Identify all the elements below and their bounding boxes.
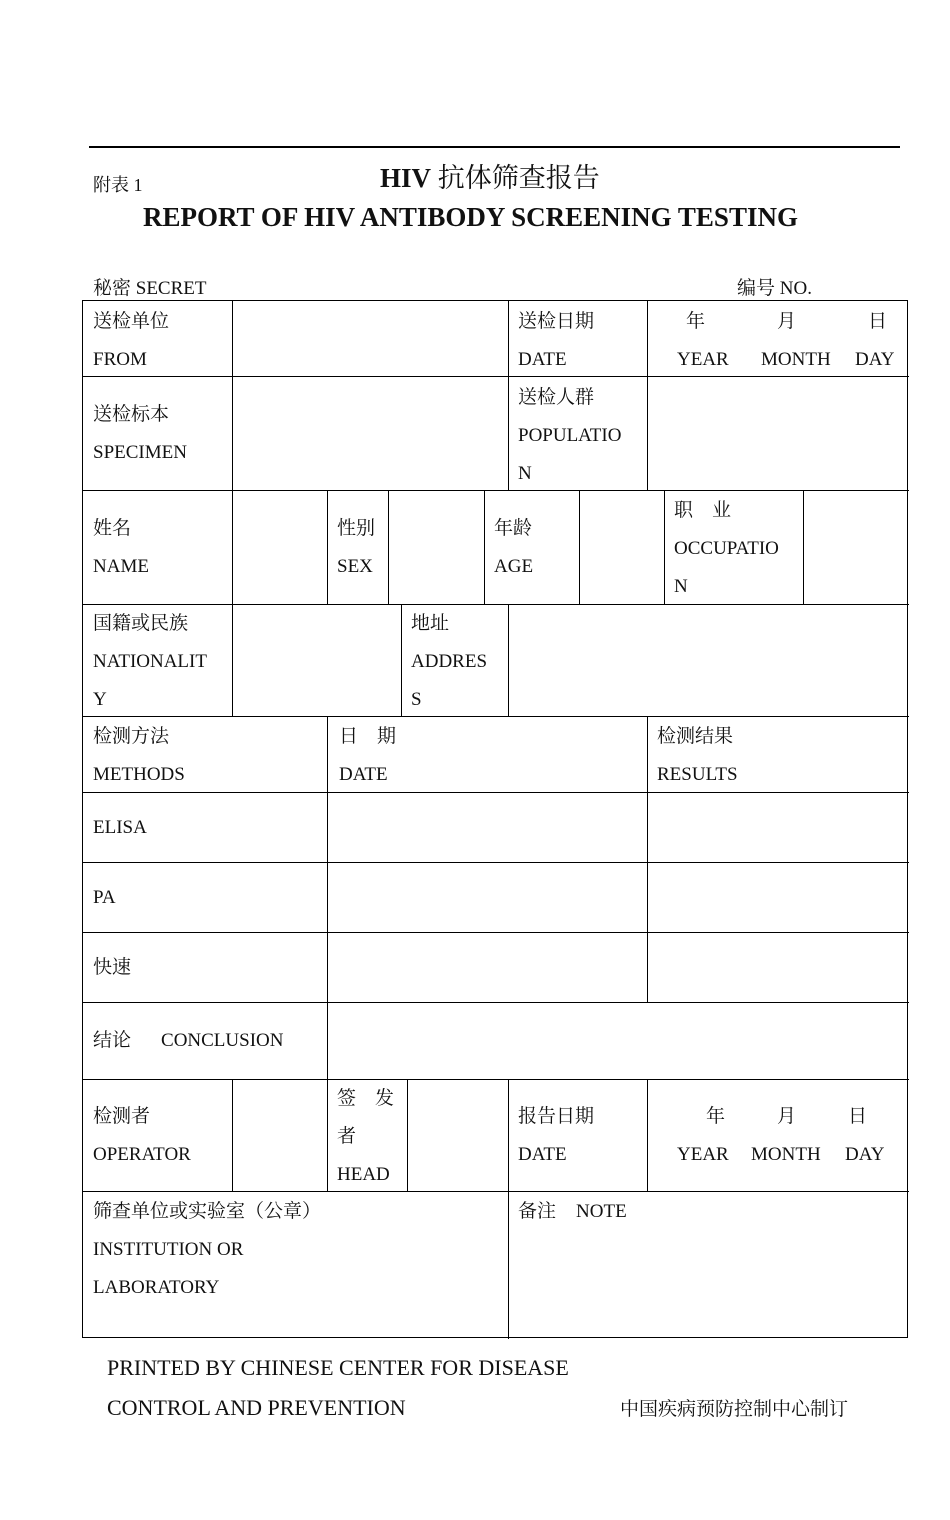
specimen-label: 送检标本 SPECIMEN [93, 404, 187, 463]
send-year-cn: 年 [686, 311, 706, 332]
name-label: 姓名 NAME [93, 518, 149, 577]
report-date-label: 报告日期 DATE [518, 1106, 595, 1165]
send-day-cn: 日 [868, 311, 888, 332]
number-label: 编号 NO. [737, 278, 812, 299]
top-rule [89, 146, 900, 148]
date-label: 日 期 DATE [339, 726, 397, 785]
report-month-cn: 月 [777, 1106, 797, 1127]
col-divider [401, 604, 402, 716]
footer-english: PRINTED BY CHINESE CENTER FOR DISEASE CONTROL AND PREVENTION [107, 1355, 569, 1420]
nationality-label: 国籍或民族 NATIONALIT Y [93, 613, 207, 710]
title-hiv: HIV [380, 163, 432, 193]
col-divider [232, 301, 233, 490]
col-divider [647, 716, 648, 1002]
report-month-en: MONTH [751, 1144, 821, 1165]
send-day-en: DAY [855, 349, 895, 370]
operator-label: 检测者 OPERATOR [93, 1106, 191, 1165]
sex-label: 性别 SEX [337, 518, 376, 577]
method-elisa: ELISA [93, 817, 147, 838]
report-year-cn: 年 [706, 1106, 726, 1127]
col-divider [508, 1079, 509, 1191]
methods-label: 检测方法 METHODS [93, 726, 185, 785]
col-divider [232, 490, 233, 604]
send-month-cn: 月 [777, 311, 797, 332]
note-label: 备注 NOTE [518, 1201, 627, 1222]
institution-label: 筛查单位或实验室（公章） INSTITUTION OR LABORATORY [93, 1201, 322, 1298]
col-divider [327, 1079, 328, 1191]
col-divider [232, 1079, 233, 1191]
row-divider [83, 792, 909, 793]
col-divider [327, 490, 328, 604]
results-label: 检测结果 RESULTS [657, 726, 738, 785]
row-divider [83, 490, 909, 491]
report-day-en: DAY [845, 1144, 885, 1165]
report-year-en: YEAR [677, 1144, 729, 1165]
age-label: 年龄 AGE [494, 518, 534, 577]
col-divider [647, 301, 648, 490]
row-divider [83, 1079, 909, 1080]
col-divider [388, 490, 389, 604]
occupation-label: 职 业 OCCUPATIO N [674, 500, 779, 597]
col-divider [407, 1079, 408, 1191]
annex-label: 附表 1 [93, 175, 143, 195]
from-label: 送检单位 FROM [93, 311, 170, 370]
report-form [82, 300, 908, 1338]
method-rapid: 快速 [93, 957, 132, 978]
col-divider [484, 490, 485, 604]
row-divider [83, 1191, 909, 1192]
col-divider [508, 301, 509, 490]
row-divider [83, 862, 909, 863]
title-english: REPORT OF HIV ANTIBODY SCREENING TESTING [143, 202, 798, 232]
method-pa: PA [93, 887, 116, 908]
col-divider [508, 1191, 509, 1339]
col-divider [664, 490, 665, 604]
footer-chinese: 中国疾病预防控制中心制订 [620, 1399, 849, 1420]
head-label: 签 发 者 HEAD [337, 1088, 395, 1185]
col-divider [232, 604, 233, 716]
address-label: 地址 ADDRES S [411, 613, 488, 710]
col-divider [647, 1079, 648, 1191]
population-label: 送检人群 POPULATIO N [518, 387, 622, 484]
secret-label: 秘密 SECRET [93, 278, 207, 299]
report-day-cn: 日 [848, 1106, 868, 1127]
col-divider [508, 604, 509, 716]
send-month-en: MONTH [761, 349, 831, 370]
title-cn-text: 抗体筛查报告 [437, 163, 600, 193]
title-chinese [380, 156, 600, 195]
col-divider [803, 490, 804, 604]
row-divider [83, 932, 909, 933]
send-date-label: 送检日期 DATE [518, 311, 595, 370]
conclusion-label: 结论 CONCLUSION [93, 1030, 284, 1051]
col-divider [579, 490, 580, 604]
col-divider [327, 716, 328, 1079]
row-divider [83, 1002, 909, 1003]
send-year-en: YEAR [677, 349, 729, 370]
